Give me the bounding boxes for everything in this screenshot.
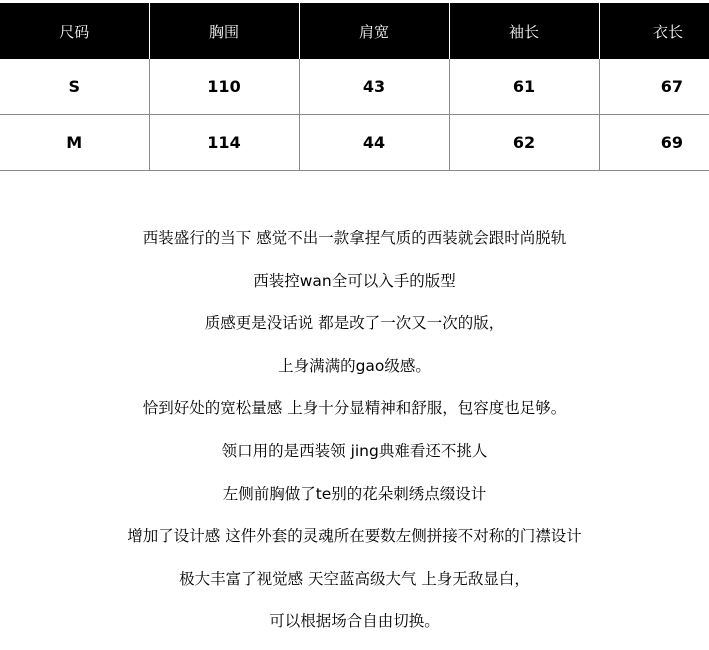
cell-chest: 114 — [149, 115, 299, 171]
description-line: 领口用的是西装领 jing典难看还不挑人 — [221, 441, 488, 460]
description-line: 上身满满的gao级感。 — [278, 356, 431, 375]
cell-length: 69 — [599, 115, 709, 171]
header-shoulder: 肩宽 — [299, 3, 449, 59]
cell-sleeve: 61 — [449, 59, 599, 115]
description-line: 恰到好处的宽松量感 上身十分显精神和舒服，包容度也足够。 — [142, 399, 567, 418]
cell-shoulder: 44 — [299, 115, 449, 171]
description-line: 西装控wan全可以入手的版型 — [253, 271, 456, 290]
cell-shoulder: 43 — [299, 59, 449, 115]
product-description — [0, 224, 709, 650]
description-line: 可以根据场合自由切换。 — [269, 612, 440, 631]
description-line: 增加了设计感 这件外套的灵魂所在要数左侧拼接不对称的门襟设计 — [127, 527, 582, 546]
cell-size: S — [0, 59, 149, 115]
description-line: 极大丰富了视觉感 天空蓝高级大气 上身无敌显白， — [179, 569, 530, 588]
cell-size: M — [0, 115, 149, 171]
header-sleeve: 袖长 — [449, 3, 599, 59]
description-line: 左侧前胸做了te别的花朵刺绣点缀设计 — [222, 484, 487, 503]
header-chest: 胸围 — [149, 3, 299, 59]
size-chart-table — [0, 3, 709, 171]
cell-length: 67 — [599, 59, 709, 115]
description-line: 质感更是没话说 都是改了一次又一次的版， — [204, 314, 505, 333]
table-row — [0, 115, 709, 171]
table-row — [0, 59, 709, 115]
cell-sleeve: 62 — [449, 115, 599, 171]
cell-chest: 110 — [149, 59, 299, 115]
header-length: 衣长 — [599, 3, 709, 59]
size-table-header-row — [0, 3, 709, 59]
description-line: 西装盛行的当下 感觉不出一款拿捏气质的西装就会跟时尚脱轨 — [142, 229, 567, 247]
header-size: 尺码 — [0, 3, 149, 59]
